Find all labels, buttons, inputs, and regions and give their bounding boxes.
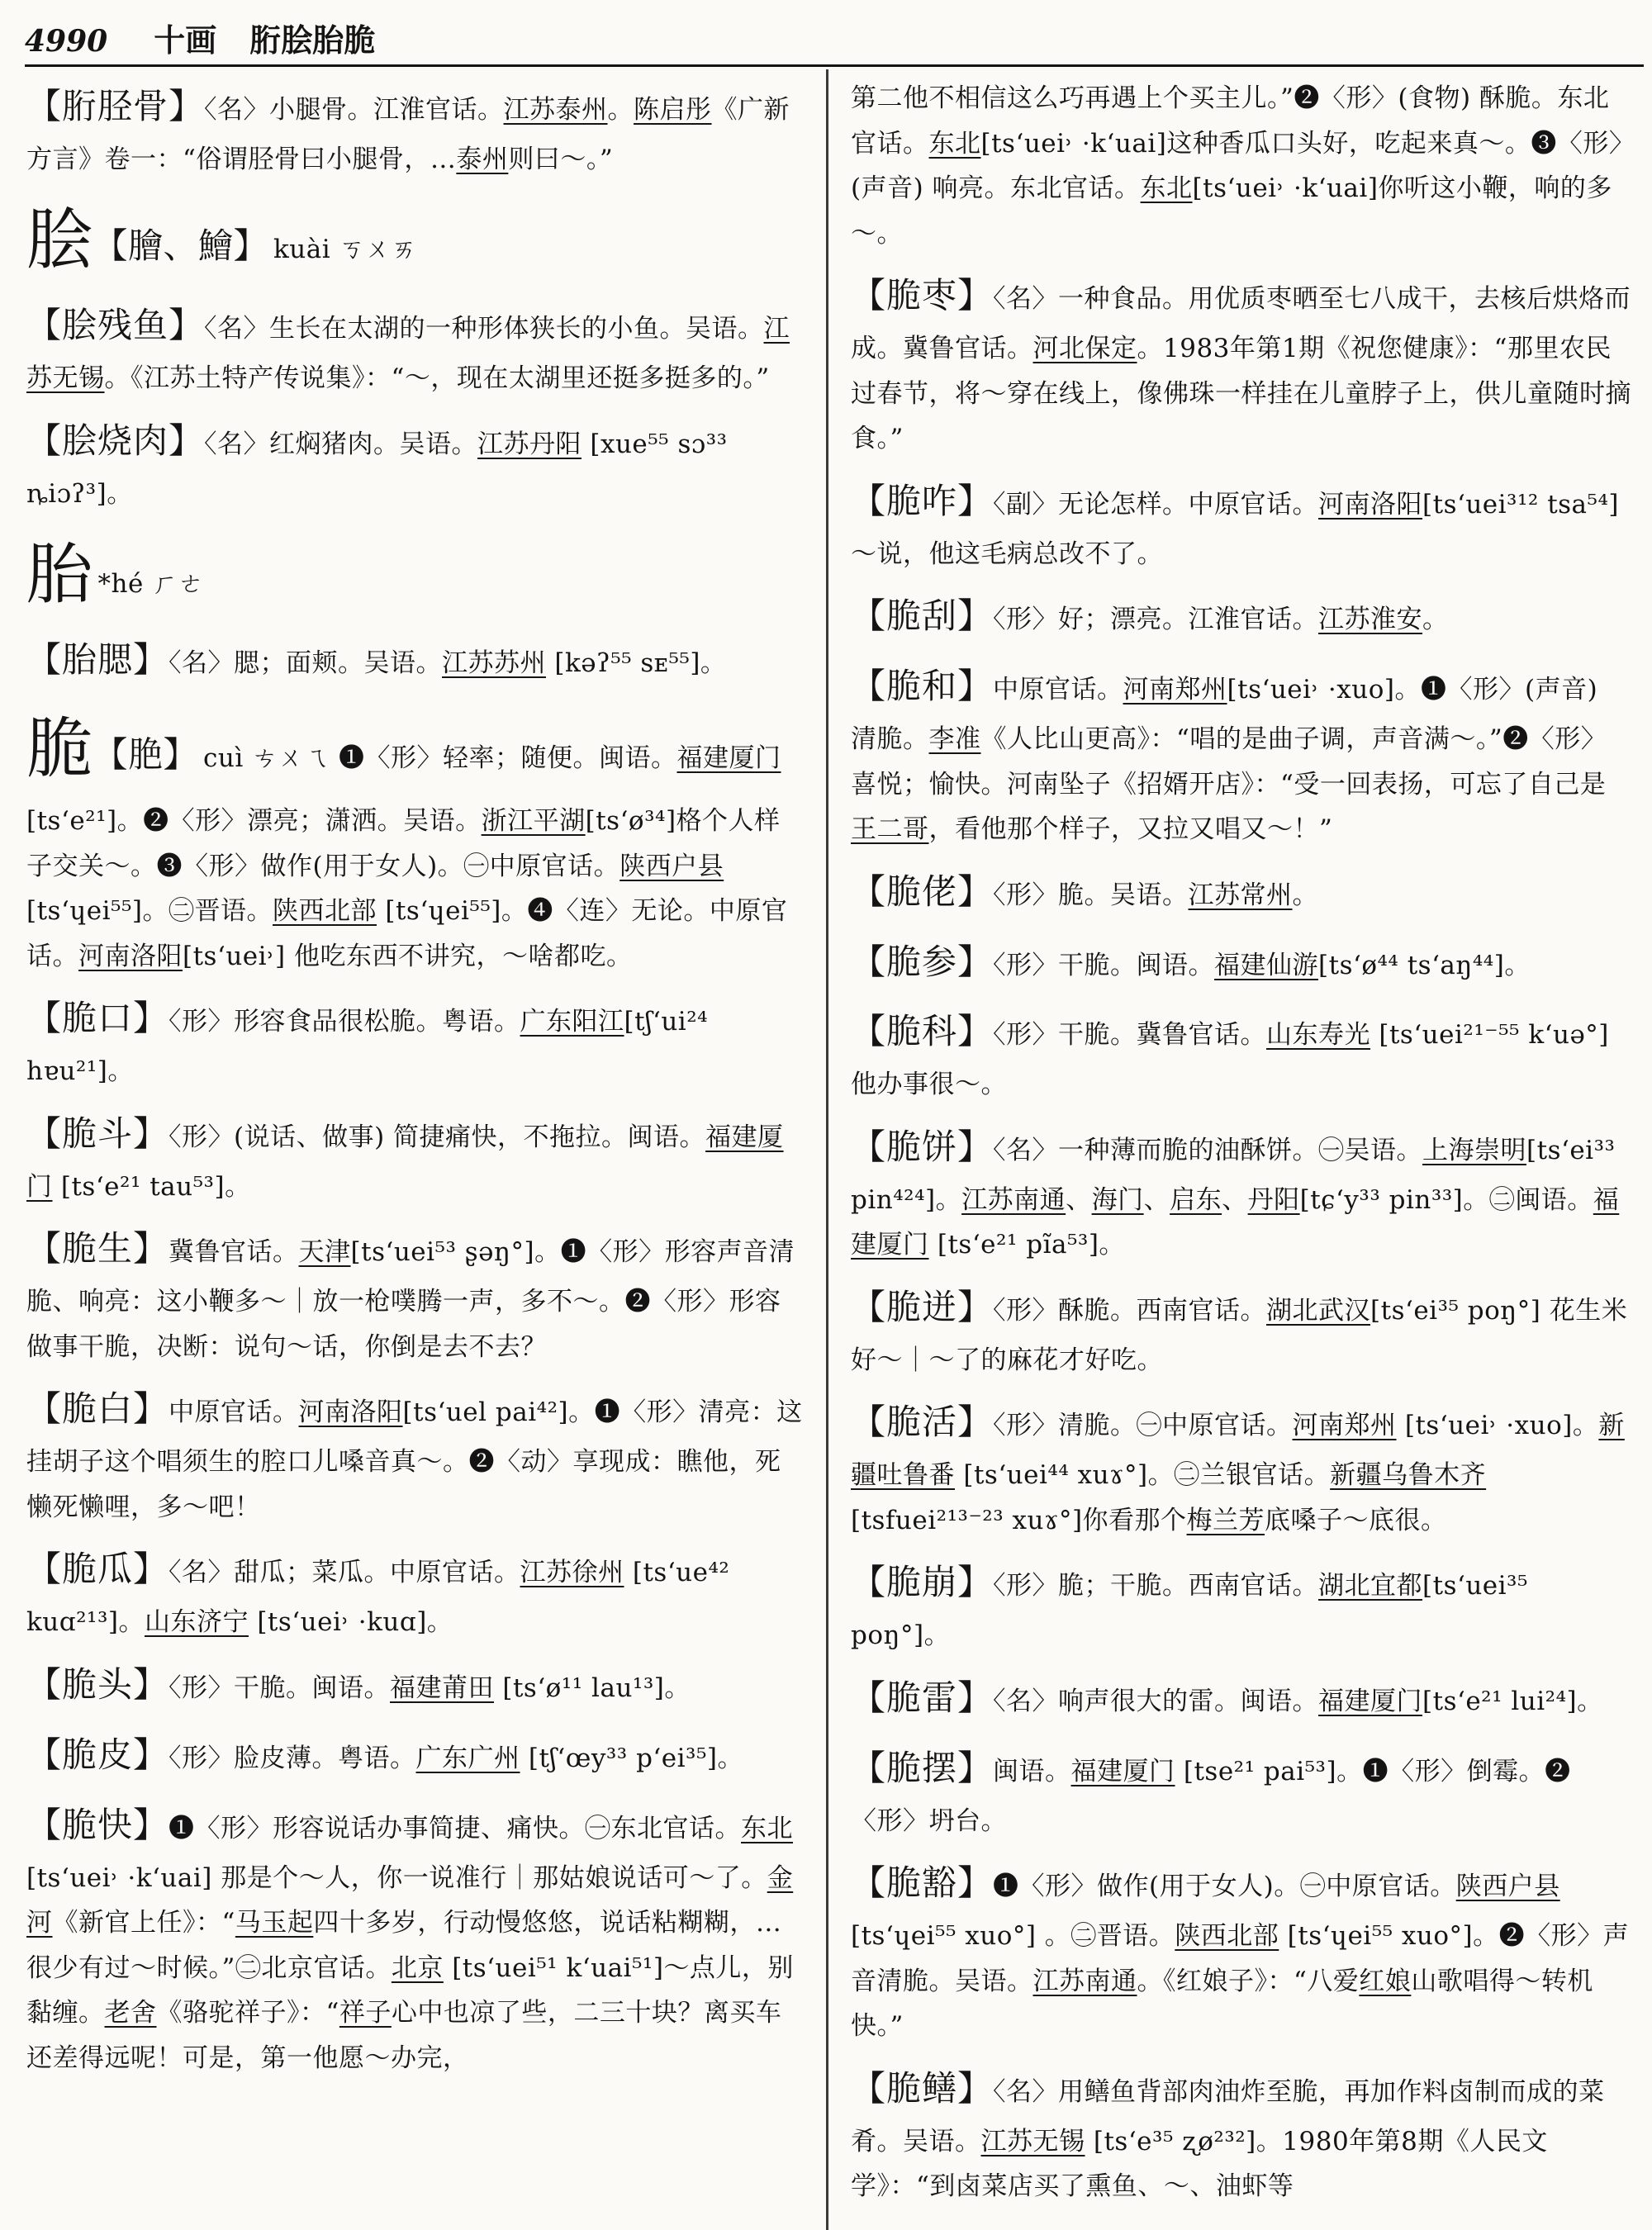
definition-text: 中原官话。 xyxy=(169,1397,299,1428)
definition-text: 《骆驼祥子》：“ xyxy=(156,1998,339,2028)
place-name: 河南洛阳 xyxy=(78,941,183,971)
headword: 【脆佬】 xyxy=(851,871,994,912)
variant-forms: 【膾、鱠】 xyxy=(93,225,269,267)
entry-cui-shan xyxy=(851,2058,1631,2209)
definition-text: 〈副〉无论怎样。中原官话。 xyxy=(993,489,1319,520)
left-column xyxy=(26,76,803,2090)
person-name: 马玉起 xyxy=(235,1908,314,1938)
entry-cui-lei xyxy=(851,1668,1631,1729)
place-name: 东北 xyxy=(741,1813,794,1843)
definition-text: 〈名〉响声很大的雷。闽语。 xyxy=(993,1686,1319,1716)
headword: 【脆科】 xyxy=(851,1011,994,1052)
definition-text: 《人比山更高》：“唱的是曲子调，声音满～。”❷〈形〉喜悦；愉快。河南坠子《招婿开店》：“受一回表扬，可忘了自己是 xyxy=(851,724,1607,799)
pronunciation: kuài ㄎㄨㄞ xyxy=(273,235,418,265)
definition-text: 〈名〉一种薄而脆的油酥饼。㊀吴语。 xyxy=(993,1135,1423,1165)
definition-text: [ts‘uei˒ ·kuɑ]。 xyxy=(248,1607,453,1638)
place-name: 浙江平湖 xyxy=(481,806,586,837)
definition-text: [ts‘uei²¹⁻⁵⁵ k‘uə°] 他办事很～。 xyxy=(851,1020,1609,1100)
definition-text: [ts‘e²¹ pĩa⁵³]。 xyxy=(928,1230,1125,1260)
entry-cui-kuai xyxy=(26,1795,803,2081)
place-name: 海门 xyxy=(1091,1184,1144,1215)
headword: 【脆生】 xyxy=(26,1228,169,1269)
entry-cui-sheng xyxy=(26,1218,803,1369)
headword: 【脆刮】 xyxy=(851,595,994,637)
place-name: 福建厦门 xyxy=(1070,1756,1175,1786)
definition-text: [ts‘ɥei⁵⁵ xuo°] 。㊁晋语。 xyxy=(851,1921,1175,1952)
definition-text: [ts‘ɥei⁵⁵]。❹〈连〉无论。中原官话。 xyxy=(26,896,788,971)
headword: 【脆参】 xyxy=(851,941,994,982)
place-name: 江苏徐州 xyxy=(520,1558,624,1588)
entry-heng-jing-gu xyxy=(26,76,803,182)
headword: 【胎腮】 xyxy=(26,639,169,681)
entry-cui-pi xyxy=(26,1725,803,1786)
definition-text: [ts‘uei˒ ·xuo]。 xyxy=(1396,1411,1599,1441)
place-name: 广东广州 xyxy=(415,1743,520,1773)
place-name: 河南郑州 xyxy=(1123,675,1227,705)
place-name: 河南郑州 xyxy=(1292,1411,1397,1441)
definition-text: 中原官话。 xyxy=(993,675,1123,705)
definition-text: [kəʔ⁵⁵ sᴇ⁵⁵]。 xyxy=(546,648,727,679)
definition-text: 。《江苏土特产传说集》：“～，现在太湖里还挺多挺多的。” xyxy=(104,363,770,394)
definition-text: [ts‘ø⁴⁴ ts‘aŋ⁴⁴]。 xyxy=(1318,950,1531,980)
entry-kuai-can-yu xyxy=(26,295,803,401)
place-name: 山东济宁 xyxy=(144,1607,249,1638)
definition-text: [ts‘ø³⁴]格个人样子交关～。❸〈形〉做作(用于女人)。㊀中原官话。 xyxy=(26,806,781,881)
definition-text: 心中也凉了些，二三十块？离买车还差得远呢！可是，第一他愿～办完， xyxy=(26,1998,782,2073)
place-name: 福建仙游 xyxy=(1214,950,1319,980)
person-name: 红娘 xyxy=(1359,1966,1412,1996)
place-name: 湖北宜都 xyxy=(1318,1571,1423,1601)
definition-text: 、 xyxy=(1222,1184,1248,1215)
headword: 【脆口】 xyxy=(26,998,169,1039)
definition-text: [ts‘ei³³ pin⁴²⁴]。 xyxy=(851,1135,1616,1215)
headword: 【脆活】 xyxy=(851,1402,994,1443)
entry-he-sai xyxy=(26,629,803,690)
author-name: 陈启彤 xyxy=(634,95,712,125)
variant-forms: 【脃】 xyxy=(93,734,199,776)
definition-text: 〈名〉用鳝鱼背部肉油炸至脆，再加作料卤制而成的菜肴。吴语。 xyxy=(851,2076,1605,2156)
place-name: 江苏无锡 xyxy=(980,2126,1085,2156)
head-character: 胎 xyxy=(26,536,93,614)
entry-cui-gua xyxy=(26,1539,803,1644)
definition-text: ❶〈形〉做作(用于女人)。㊀中原官话。 xyxy=(993,1872,1456,1902)
entry-cui-can xyxy=(851,932,1631,993)
place-name: 广东阳江 xyxy=(520,1007,624,1037)
person-name: 梅兰芳 xyxy=(1186,1505,1265,1535)
head-character-kuai xyxy=(26,191,803,290)
pronunciation: *hé ㄏㄜ xyxy=(97,569,205,600)
place-name: 福建厦门 xyxy=(851,1184,1620,1260)
definition-text: 〈形〉(说话、做事) 简捷痛快，不拖拉。闽语。 xyxy=(169,1122,706,1152)
entry-cui-bing xyxy=(851,1117,1631,1268)
definition-text: 底嗓子～底很。 xyxy=(1265,1505,1447,1535)
definition-text: ❶〈形〉形容说话办事简捷、痛快。㊀东北官话。 xyxy=(169,1813,742,1843)
definition-text: 《新官上任》：“ xyxy=(52,1908,235,1938)
entry-cui-kou xyxy=(26,988,803,1094)
definition-text: 、 xyxy=(1066,1184,1092,1215)
entry-cui-he xyxy=(851,656,1631,852)
definition-text: 〈名〉一种食品。用优质枣晒至七八成干，去核后烘烙而成。冀鲁官话。 xyxy=(851,284,1631,364)
place-name: 新疆乌鲁木齐 xyxy=(1330,1460,1487,1491)
definition-text: 山歌唱得～转机快。” xyxy=(851,1966,1593,2042)
definition-text: [ts‘uei˒ ·k‘uai]这种香瓜口头好，吃起来真～。❸〈形〉(声音) 响亮。东北官话。 xyxy=(851,128,1622,204)
headword: 【脆雷】 xyxy=(851,1677,994,1718)
headword: 【脆皮】 xyxy=(26,1734,169,1775)
entry-cui-bai-2 xyxy=(851,1738,1631,1843)
definition-text: [ts‘ue⁴² kuɑ²¹³]。 xyxy=(26,1558,730,1638)
section-label: 十画 xyxy=(154,21,217,59)
definition-text: 〈形〉形容食品很松脆。粤语。 xyxy=(169,1007,520,1037)
place-name: 河南洛阳 xyxy=(1318,489,1423,520)
place-name: 福建厦门 xyxy=(676,743,781,774)
definition-text: [ts‘ɥei⁵⁵ xuo°]。❷〈形〉声音清脆。吴语。 xyxy=(851,1921,1630,1996)
entry-cui xyxy=(26,700,803,979)
place-name: 东北 xyxy=(928,128,981,159)
definition-text: [ts‘e²¹]。❷〈形〉漂亮；潇洒。吴语。 xyxy=(26,806,482,837)
head-character: 脍 xyxy=(26,202,93,279)
definition-text: 。1983年第1期《祝您健康》：“那里农民过春节，将～穿在线上，像佛珠一样挂在儿童脖子上，供儿童随时摘食。” xyxy=(851,334,1631,454)
headword: 【脆白】 xyxy=(26,1388,169,1430)
place-name: 湖北武汉 xyxy=(1266,1295,1371,1326)
place-name: 江苏淮安 xyxy=(1318,605,1423,635)
headword: 【脆崩】 xyxy=(851,1562,994,1603)
definition-text: 〈形〉干脆。闽语。 xyxy=(993,950,1215,980)
definition-text: ，看他那个样子，又拉又唱又～！” xyxy=(928,814,1333,845)
definition-text: 。 xyxy=(607,95,634,125)
page-header xyxy=(25,15,375,61)
headword: 【脆瓜】 xyxy=(26,1549,169,1590)
place-name: 江苏常州 xyxy=(1188,880,1293,910)
headword: 【脆斗】 xyxy=(26,1113,169,1154)
entry-cui-tou xyxy=(26,1654,803,1715)
place-name: 福建厦门 xyxy=(26,1122,784,1202)
entry-cui-beng xyxy=(851,1277,1631,1383)
definition-text: [ts‘uel pai⁴²]。❶〈形〉清亮：这挂胡子这个唱须生的腔口儿嗓音真～。❷〈动〉享现成：瞧他，死懒死懒哩，多～吧！ xyxy=(26,1397,803,1522)
place-name: 陕西户县 xyxy=(1455,1872,1560,1902)
definition-text: [ts‘uei˒ ·xuo]。❶〈形〉(声音) 清脆。 xyxy=(851,675,1598,754)
place-name: 陕西北部 xyxy=(1175,1921,1279,1952)
head-character-he xyxy=(26,525,803,624)
place-name: 河南洛阳 xyxy=(298,1397,403,1428)
column-divider xyxy=(826,69,828,2230)
definition-text: 则曰～。” xyxy=(508,144,614,174)
entry-cui-beng-2 xyxy=(851,1552,1631,1658)
entry-cui-bai xyxy=(26,1378,803,1530)
definition-text: 〈形〉脆。吴语。 xyxy=(993,880,1189,910)
definition-text: 闽语。 xyxy=(993,1756,1071,1786)
author-name: 李准 xyxy=(928,724,981,754)
right-column xyxy=(851,76,1631,2218)
place-name: 福建莆田 xyxy=(390,1672,495,1703)
definition-text: [tse²¹ pai⁵³]。❶〈形〉倒霉。❷〈形〉坍台。 xyxy=(851,1756,1571,1836)
header-rule xyxy=(25,64,1644,67)
definition-text: 第二他不相信这么巧再遇上个买主儿。”❷〈形〉(食物) 酥脆。东北官话。 xyxy=(851,83,1610,159)
page-number: 4990 xyxy=(25,24,108,59)
headword: 【脆饼】 xyxy=(851,1126,994,1167)
definition-text: [ts‘uei⁴⁴ xuɤ°]。㊁兰银官话。 xyxy=(955,1460,1331,1491)
place-name: 福建厦门 xyxy=(1318,1686,1423,1716)
headword: 【脆豁】 xyxy=(851,1862,994,1904)
definition-text: [ts‘uei˒ ·k‘uai]你听这小鞭，响的多～。 xyxy=(851,173,1612,249)
headword: 【脆头】 xyxy=(26,1663,169,1705)
place-name: 河北保定 xyxy=(1032,334,1137,364)
definition-text: [ts‘uei³⁵ poŋ°]。 xyxy=(851,1571,1528,1651)
place-name: 上海崇明 xyxy=(1422,1135,1527,1165)
definition-text: [tʃ‘œy³³ p‘ei³⁵]。 xyxy=(520,1743,743,1773)
definition-text: 〈名〉腮；面颊。吴语。 xyxy=(169,648,443,679)
entry-cui-kuai-continued xyxy=(851,76,1631,256)
headword: 【脆快】 xyxy=(26,1804,169,1845)
headword: 【脆和】 xyxy=(851,666,994,707)
headword: 【脆咋】 xyxy=(851,480,994,521)
place-name: 丹阳 xyxy=(1247,1184,1300,1215)
definition-text: 〈名〉甜瓜；菜瓜。中原官话。 xyxy=(169,1558,520,1588)
entry-cui-huo-2 xyxy=(851,1853,1631,2049)
definition-text: 、 xyxy=(1143,1184,1170,1215)
author-name: 金河 xyxy=(26,1862,794,1938)
definition-text: [ts‘uei³¹² tsa⁵⁴]～说，他这毛病总改不了。 xyxy=(851,489,1619,569)
definition-text: 〈名〉红焖猪肉。吴语。 xyxy=(204,429,478,459)
definition-text: 〈名〉生长在太湖的一种形体狭长的小鱼。吴语。 xyxy=(204,314,764,344)
header-characters: 胻脍胎脆 xyxy=(249,21,376,59)
definition-text: 〈形〉脸皮薄。粤语。 xyxy=(169,1743,416,1773)
definition-text: [ts‘ei³⁵ poŋ°] 花生米好～｜～了的麻花才好吃。 xyxy=(851,1295,1628,1375)
place-name: 陕西户县 xyxy=(620,851,724,881)
place-name: 江苏南通 xyxy=(1032,1966,1137,1996)
entry-cui-lao xyxy=(851,861,1631,923)
definition-text: [tʃ‘ui²⁴ hɐu²¹]。 xyxy=(26,1007,709,1087)
place-name: 山东寿光 xyxy=(1266,1020,1371,1051)
definition-text: [ts‘uei˒ ·k‘uai] 那是个～人，你一说准行｜那姑娘说话可～了。 xyxy=(26,1862,767,1893)
place-name: 江苏丹阳 xyxy=(477,429,582,459)
entry-cui-dou xyxy=(26,1103,803,1209)
place-name: 北京 xyxy=(391,1952,444,1983)
definition-text: 《广新方言》卷一：“俗谓胫骨曰小腿骨，… xyxy=(26,95,790,174)
headword: 【脆摆】 xyxy=(851,1747,994,1788)
headword: 【脍烧肉】 xyxy=(26,420,205,461)
definition-text: [ts‘e²¹ lui²⁴]。 xyxy=(1422,1686,1603,1716)
entry-cui-gua-good xyxy=(851,586,1631,647)
definition-text: [xue⁵⁵ sɔ³³ ȵiɔʔ³]。 xyxy=(26,429,728,509)
place-name: 新疆吐鲁番 xyxy=(851,1411,1625,1491)
entry-cui-zao xyxy=(851,265,1631,462)
definition-text: 。《红娘子》：“八爱 xyxy=(1137,1966,1360,1996)
place-name: 江苏无锡 xyxy=(26,314,790,394)
headword: 【脍残鱼】 xyxy=(26,305,205,346)
definition-text: [ts‘e²¹ tau⁵³]。 xyxy=(52,1171,251,1202)
headword: 【脆迸】 xyxy=(851,1286,994,1327)
place-name: 陕西北部 xyxy=(273,896,377,927)
headword: 【脆枣】 xyxy=(851,275,994,316)
definition-text: 。 xyxy=(1292,880,1319,910)
place-name: 江苏南通 xyxy=(961,1184,1066,1215)
definition-text: 〈形〉酥脆。西南官话。 xyxy=(993,1295,1267,1326)
head-character: 脆 xyxy=(26,710,93,788)
definition-text: [ts‘uei⁵¹ k‘uai⁵¹]～点儿，别黏缠。 xyxy=(26,1952,794,2028)
definition-text: 〈形〉好；漂亮。江淮官话。 xyxy=(993,605,1319,635)
author-name: 老舍 xyxy=(104,1998,157,2028)
definition-text: 〈名〉小腿骨。江淮官话。 xyxy=(204,95,504,125)
definition-text: [ts‘uei⁵³ ʂəŋ°]。❶〈形〉形容声音清脆、响亮：这小鞭多～｜放一枪噗腾一声，多不～。❷〈形〉形容做事干脆，决断：说句～话，你倒是去不去？ xyxy=(26,1237,795,1362)
definition-text: ❶〈形〉轻率；随便。闽语。 xyxy=(338,743,677,774)
place-name: 天津 xyxy=(298,1237,351,1268)
definition-text: [ts‘ɥei⁵⁵]。㊁晋语。 xyxy=(26,896,273,927)
pronunciation: cuì ㄘㄨㄟ xyxy=(203,743,330,774)
definition-text: [ts‘e³⁵ ʐø²³²]。1980年第8期《人民文学》：“到卤菜店买了熏鱼、～、油虾等 xyxy=(851,2126,1548,2202)
definition-text: 四十多岁，行动慢悠悠，说话粘糊糊，…很少有过～时候。”㊁北京官话。 xyxy=(26,1908,782,1983)
entry-cui-za xyxy=(851,471,1631,576)
entry-kuai-shao-rou xyxy=(26,410,803,516)
person-name: 王二哥 xyxy=(851,814,929,845)
definition-text: 〈形〉干脆。冀鲁官话。 xyxy=(993,1020,1267,1051)
definition-text: 〈形〉清脆。㊀中原官话。 xyxy=(993,1411,1293,1441)
place-name: 江苏泰州 xyxy=(503,95,608,125)
headword: 【胻胫骨】 xyxy=(26,86,205,126)
headword: 【脆鳝】 xyxy=(851,2067,994,2109)
definition-text: 。 xyxy=(1422,605,1449,635)
definition-text: 冀鲁官话。 xyxy=(169,1237,299,1268)
place-name: 泰州 xyxy=(456,144,509,174)
definition-text: [ts‘uei˒] 他吃东西不讲究，～啥都吃。 xyxy=(183,941,633,971)
definition-text: 〈形〉干脆。闽语。 xyxy=(169,1672,391,1703)
entry-cui-huo xyxy=(851,1392,1631,1543)
person-name: 祥子 xyxy=(339,1998,392,2028)
place-name: 启东 xyxy=(1170,1184,1222,1215)
definition-text: [tsfuei²¹³⁻²³ xuɤ°]你看那个 xyxy=(851,1505,1187,1535)
place-name: 东北 xyxy=(1140,173,1193,204)
place-name: 江苏苏州 xyxy=(442,648,547,679)
definition-text: 〈形〉脆；干脆。西南官话。 xyxy=(993,1571,1319,1601)
entry-cui-ke xyxy=(851,1001,1631,1107)
definition-text: [tɕ‘y³³ pin³³]。㊁闽语。 xyxy=(1299,1184,1593,1215)
definition-text: [ts‘ø¹¹ lau¹³]。 xyxy=(494,1672,691,1703)
